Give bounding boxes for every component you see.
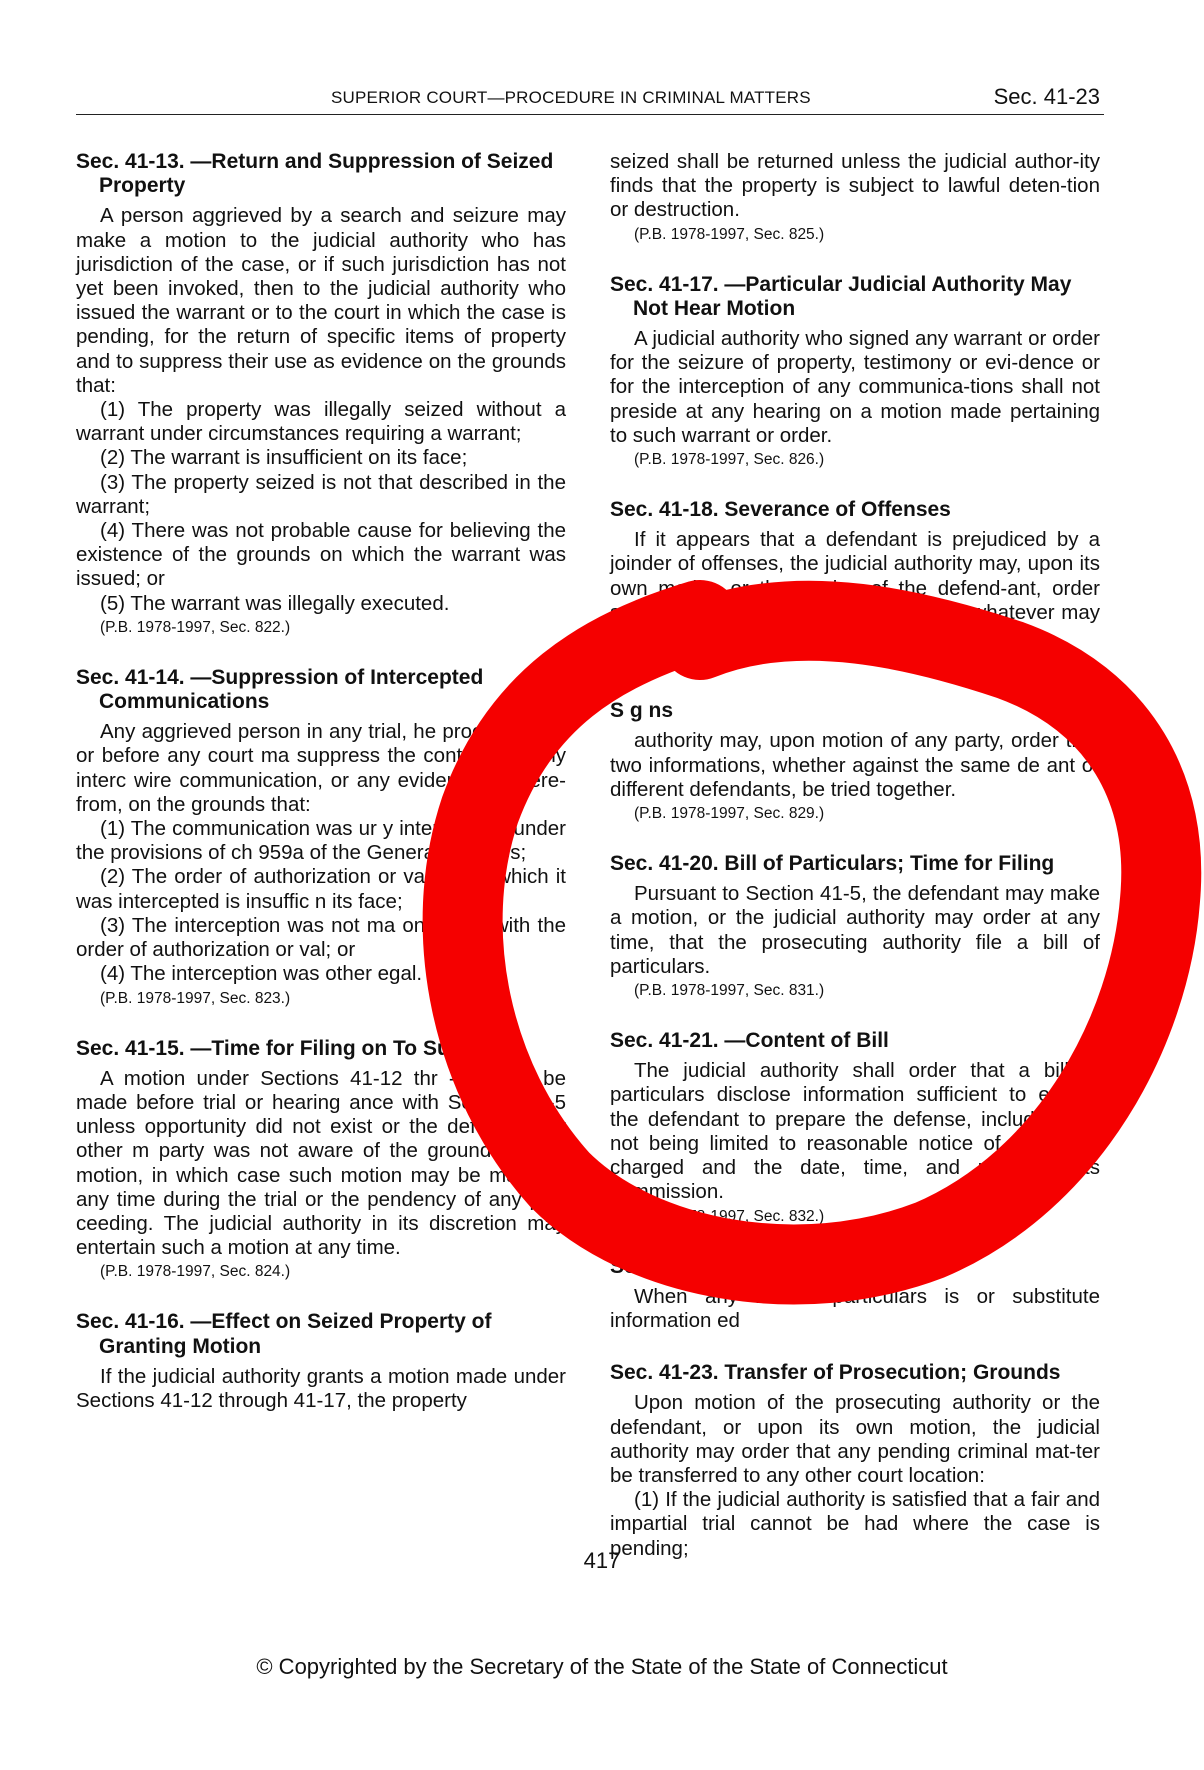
section-41-16	[76, 1310, 566, 1413]
paragraph: seized shall be returned unless the judicial author-ity finds that the property is subject to lawful deten-tion or destruction.	[610, 150, 1100, 222]
header-section-ref: Sec. 41-23	[993, 84, 1100, 109]
paragraph: A person aggrieved by a search and seizure may make a motion to the judicial authority who has jurisdiction of the case, or if such jurisdiction has not yet been invoked, then to the judicial authority who issued the warrant or to the court in which the case is pending, for the return of specific items of property and to suppress their use as evidence on the grounds that:	[76, 204, 566, 397]
section-41-14	[76, 666, 566, 1009]
history-note: (P.B. 19	[634, 652, 689, 670]
list-item: (3) The interception was not ma onformity with the order of authorization or val; or	[76, 913, 566, 962]
section-title: Sec. 41-15. —Time for Filing on To Suppress	[76, 1036, 519, 1060]
running-head-title: SUPERIOR COURT—PROCEDURE IN CRIMINAL MATTERS	[331, 88, 811, 107]
paragraph: The judicial authority shall order that a bill of particulars disclose information sufficient to enable the defendant to prepare the defense, including but not being limited to reasonable notice of the crime charged and the date, time, and place of its commission.	[610, 1059, 1100, 1204]
list-item: (1) If the judicial authority is satisfied that a fair and impartial trial cannot be had where the case is pending;	[610, 1488, 1100, 1560]
list-item: (2) The order of authorization or val under which it was intercepted is insuffic n its face;	[76, 865, 566, 913]
section-title: Sec. 41-21. —Content of Bill	[610, 1029, 889, 1053]
history-note: (P.B. 1978-1997, Sec. 825.)	[634, 225, 825, 243]
right-column	[610, 150, 1100, 1561]
section-41-21	[610, 1029, 1100, 1226]
section-41-22	[610, 1255, 1100, 1334]
section-title: Sec. 41-18. Severance of Offenses	[610, 498, 951, 522]
paragraph: If the judicial authority grants a motion made under Sections 41-12 through 41-17, the property	[76, 1364, 566, 1412]
section-title: Sec. 41-23. Transfer of Prosecution; Grounds	[610, 1361, 1061, 1385]
history-note: (P.B. 1978-1997, Sec. 823.)	[100, 989, 291, 1007]
history-note: (P.B. 1978-1997, Sec. 826.)	[634, 451, 825, 469]
list-item: (1) The communication was ur y inter-cepted under the provisions of ch 959a of the General Statutes;	[76, 817, 566, 865]
history-note: (P.B. 1978-1997, Sec. 822.)	[100, 618, 291, 636]
running-header	[76, 84, 1104, 115]
history-note: (P.B. 1978-1997, Sec. 831.)	[634, 982, 825, 1000]
section-title: Sec. 41-22. —Furnishing of Bill	[610, 1254, 919, 1278]
list-item: (3) The property seized is not that described in the warrant;	[76, 470, 566, 518]
paragraph: Upon motion of the prosecuting authority or the defendant, or upon its own motion, the judicial authority may order that any pending criminal mat-ter be transferred to any other court location:	[610, 1391, 1100, 1487]
list-item: (5) The warrant was illegally executed.	[100, 591, 450, 615]
list-item: (4) The interception was other egal.	[100, 962, 423, 986]
list-item: (4) There was not probable cause for believing the existence of the grounds on which the warrant was issued; or	[76, 519, 566, 591]
history-note: (P.B. 1978-1997, Sec. 824.)	[100, 1263, 291, 1281]
paragraph: Any aggrieved person in any trial, he proceeding in or before any court ma suppress the contents of any interc wire communication, or any evidence de here-from, on the grounds that:	[76, 720, 566, 816]
section-41-17	[610, 273, 1100, 470]
history-note: (P.B. 1978-1997, Sec. 829.)	[634, 805, 825, 823]
section-title: Sec. 41-20. Bill of Particulars; Time for Filing	[610, 852, 1055, 876]
section-41-23	[610, 1361, 1100, 1561]
section-title: Sec. 41-14. —Suppression of Intercepted Communications	[76, 665, 484, 714]
paragraph: A motion under Sections 41-12 thr -17 shall be made before trial or hearing ance with Section 41-5 unless opportunity did not exist or the defendant or other m party was not aware of the grounds of the motion, in which case such motion may be made at any time during the trial or the pendency of any pro-ceeding. The judicial authority in its discretion may entertain such a motion at any time.	[76, 1066, 566, 1260]
section-41-19	[610, 699, 1100, 824]
paragraph: If it appears that a defendant is prejudiced by a joinder of offenses, the judicial authority may, upon its own motion or the motion of the defend-ant, order separate trials of the counts or provide whatever may require.	[610, 528, 1100, 649]
section-41-16-continued	[610, 150, 1100, 245]
section-41-18	[610, 498, 1100, 671]
paragraph: Pursuant to Section 41-5, the defendant may make a motion, or the judicial authority may order at any time, that the prosecuting authority file a bill of particulars.	[610, 882, 1100, 978]
list-item: (1) The property was illegally seized without a warrant under circumstances requiring a warrant;	[76, 398, 566, 446]
page-number: 417	[583, 1548, 621, 1573]
history-note: (P.B. 1978-1997, Sec. 832.)	[634, 1207, 825, 1225]
paragraph: When any bill of particulars is or substitute information ed	[610, 1284, 1100, 1332]
section-41-13	[76, 150, 566, 638]
left-column	[76, 150, 566, 1413]
paragraph: A judicial authority who signed any warrant or order for the seizure of property, testimony or evi-dence or for the interception of any communica-tions shall not preside at any hearing on a motion made pertaining to such warrant or order.	[610, 327, 1100, 447]
section-title: Sec. 41-13. —Return and Suppression of Seized Property	[76, 150, 554, 198]
copyright-footer: © Copyrighted by the Secretary of the State of the State of Connecticut	[256, 1654, 948, 1679]
section-41-20	[610, 852, 1100, 1001]
list-item: (2) The warrant is insufficient on its face;	[100, 446, 468, 470]
section-title: S g ns	[610, 699, 674, 723]
section-title: Sec. 41-17. —Particular Judicial Authority May Not Hear Motion	[610, 272, 1072, 320]
section-41-15	[76, 1037, 566, 1283]
paragraph: authority may, upon motion of any party, order that two informations, whether against the same de ant or different defendants, be tried together.	[610, 729, 1100, 801]
section-title: Sec. 41-16. —Effect on Seized Property of Granting Motion	[76, 1310, 492, 1358]
